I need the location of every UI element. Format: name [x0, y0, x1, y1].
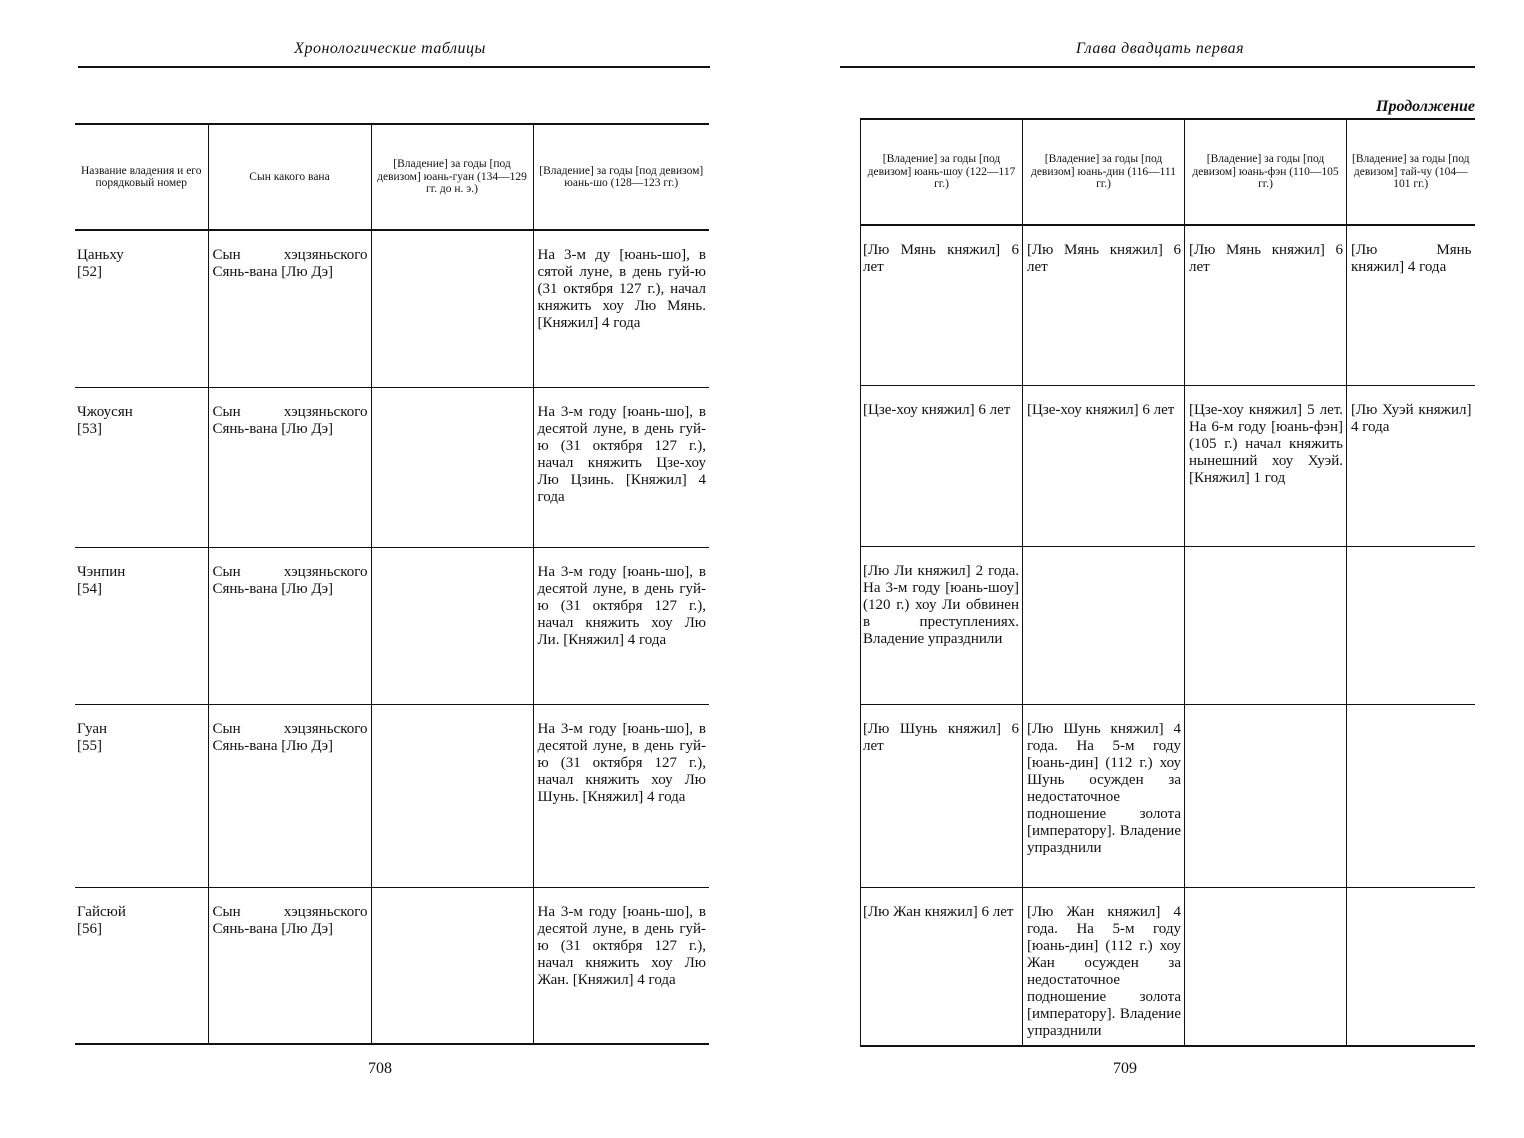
chronology-table-right [860, 118, 1475, 1047]
column-header-taichu: [Владение] за годы [под девизом] тай-чу (104—101 гг.) [1347, 119, 1475, 225]
domain-cell [75, 230, 208, 388]
yuanfeng-cell [1185, 705, 1347, 888]
table-row [861, 888, 1475, 1047]
yuanshuo-cell: На 3-м году [юань-шо], в десятой луне, в день гуй-ю (31 октября 127 г.), начал княжить хоу Лю Шунь. [Княжил] 4 года [533, 705, 709, 888]
domain-name: Чэнпин [77, 564, 126, 580]
table-row [75, 388, 709, 548]
taichu-cell [1347, 888, 1475, 1047]
table-header-row [75, 124, 709, 230]
table-row [75, 230, 709, 388]
yuanshuo-cell: На 3-м году [юань-шо], в десятой луне, в день гуй-ю (31 октября 127 г.), начал княжить Цзе-хоу Лю Цзинь. [Княжил] 4 года [533, 388, 709, 548]
yuanguang-cell [371, 705, 533, 888]
table-row [75, 705, 709, 888]
yuanfeng-cell [1185, 888, 1347, 1047]
domain-cell [75, 548, 208, 705]
column-header-yuanfeng: [Владение] за годы [под девизом] юань-фэн (110—105 гг.) [1185, 119, 1347, 225]
yuanshou-cell: [Лю Шунь княжил] 6 лет [861, 705, 1023, 888]
father-cell: Сын хэцзяньского Сянь-вана [Лю Дэ] [208, 705, 371, 888]
yuanding-cell: [Лю Шунь княжил] 4 года. На 5-м году [юань-дин] (112 г.) хоу Шунь осужден за недостаточное подношение золота [императору]. Владение упразднили [1023, 705, 1185, 888]
yuanshou-cell: [Лю Мянь княжил] 6 лет [861, 225, 1023, 386]
taichu-cell: [Лю Хуэй княжил] 4 года [1347, 386, 1475, 547]
yuanding-cell [1023, 547, 1185, 705]
yuanfeng-cell [1185, 547, 1347, 705]
yuanfeng-cell: [Лю Мянь княжил] 6 лет [1185, 225, 1347, 386]
father-cell: Сын хэцзяньского Сянь-вана [Лю Дэ] [208, 548, 371, 705]
taichu-cell [1347, 547, 1475, 705]
domain-name: Гайсюй [77, 904, 126, 920]
column-header-yuanshou: [Владение] за годы [под девизом] юань-шоу (122—117 гг.) [861, 119, 1023, 225]
table-row [861, 547, 1475, 705]
column-header-domain: Название владения и его порядковый номер [75, 124, 208, 230]
domain-number: [53] [77, 421, 102, 437]
table-row [861, 386, 1475, 547]
yuanshuo-cell: На 3-м ду [юань-шо], в сятой луне, в день гуй-ю (31 октября 127 г.), начал княжить хоу Лю Мянь. [Княжил] 4 года [533, 230, 709, 388]
table-row [861, 705, 1475, 888]
table-row [861, 225, 1475, 386]
yuanshuo-cell: На 3-м году [юань-шо], в десятой луне, в день гуй-ю (31 октября 127 г.), начал княжить хоу Лю Жан. [Княжил] 4 года [533, 888, 709, 1045]
column-header-father: Сын какого вана [208, 124, 371, 230]
table-row [75, 548, 709, 705]
domain-number: [56] [77, 921, 102, 937]
chronology-table-left [75, 123, 709, 1045]
father-cell: Сын хэцзяньского Сянь-вана [Лю Дэ] [208, 230, 371, 388]
yuanding-cell: [Лю Жан княжил] 4 года. На 5-м году [юань-дин] (112 г.) хоу Жан осужден за недостаточное подношение золота [императору]. Владение упразднили [1023, 888, 1185, 1047]
yuanguang-cell [371, 888, 533, 1045]
page-number-right: 709 [1113, 1060, 1137, 1077]
page-number-left: 708 [368, 1060, 392, 1077]
table-header-row [861, 119, 1475, 225]
yuanshou-cell: [Цзе-хоу княжил] 6 лет [861, 386, 1023, 547]
head-rule-right [840, 66, 1475, 68]
yuanshuo-cell: На 3-м году [юань-шо], в десятой луне, в день гуй-ю (31 октября 127 г.), начал княжить хоу Лю Ли. [Княжил] 4 года [533, 548, 709, 705]
yuanfeng-cell: [Цзе-хоу княжил] 5 лет. На 6-м году [юань-фэн] (105 г.) начал княжить нынешний хоу Хуэй. [Княжил] 1 год [1185, 386, 1347, 547]
father-cell: Сын хэцзяньского Сянь-вана [Лю Дэ] [208, 888, 371, 1045]
head-rule-left [78, 66, 710, 68]
domain-cell [75, 888, 208, 1045]
domain-number: [55] [77, 738, 102, 754]
taichu-cell: [Лю Мянь княжил] 4 года [1347, 225, 1475, 386]
yuanding-cell: [Цзе-хоу княжил] 6 лет [1023, 386, 1185, 547]
domain-name: Гуан [77, 721, 108, 737]
domain-name: Чжоусян [77, 404, 133, 420]
yuanding-cell: [Лю Мянь княжил] 6 лет [1023, 225, 1185, 386]
yuanshou-cell: [Лю Жан княжил] 6 лет [861, 888, 1023, 1047]
domain-number: [54] [77, 581, 102, 597]
domain-name: Цаньху [77, 247, 124, 263]
table-row [75, 888, 709, 1045]
running-head-right: Глава двадцать первая [1075, 40, 1245, 57]
yuanshou-cell: [Лю Ли княжил] 2 года. На 3-м году [юань-шоу] (120 г.) хоу Ли обвинен в преступлениях. Владение упразднили [861, 547, 1023, 705]
yuanguang-cell [371, 388, 533, 548]
continuation-label: Продолжение [1376, 98, 1475, 115]
right-page [840, 0, 1480, 1138]
domain-cell [75, 388, 208, 548]
column-header-yuanguang: [Владение] за годы [под девизом] юань-гуан (134—129 гг. до н. э.) [371, 124, 533, 230]
domain-cell [75, 705, 208, 888]
father-cell: Сын хэцзяньского Сянь-вана [Лю Дэ] [208, 388, 371, 548]
yuanguang-cell [371, 230, 533, 388]
column-header-yuanding: [Владение] за годы [под девизом] юань-дин (116—111 гг.) [1023, 119, 1185, 225]
running-head-left: Хронологические таблицы [294, 40, 486, 57]
yuanguang-cell [371, 548, 533, 705]
domain-number: [52] [77, 264, 102, 280]
column-header-yuanshuo: [Владение] за годы [под девизом] юань-шо (128—123 гг.) [533, 124, 709, 230]
taichu-cell [1347, 705, 1475, 888]
left-page [70, 0, 710, 1138]
